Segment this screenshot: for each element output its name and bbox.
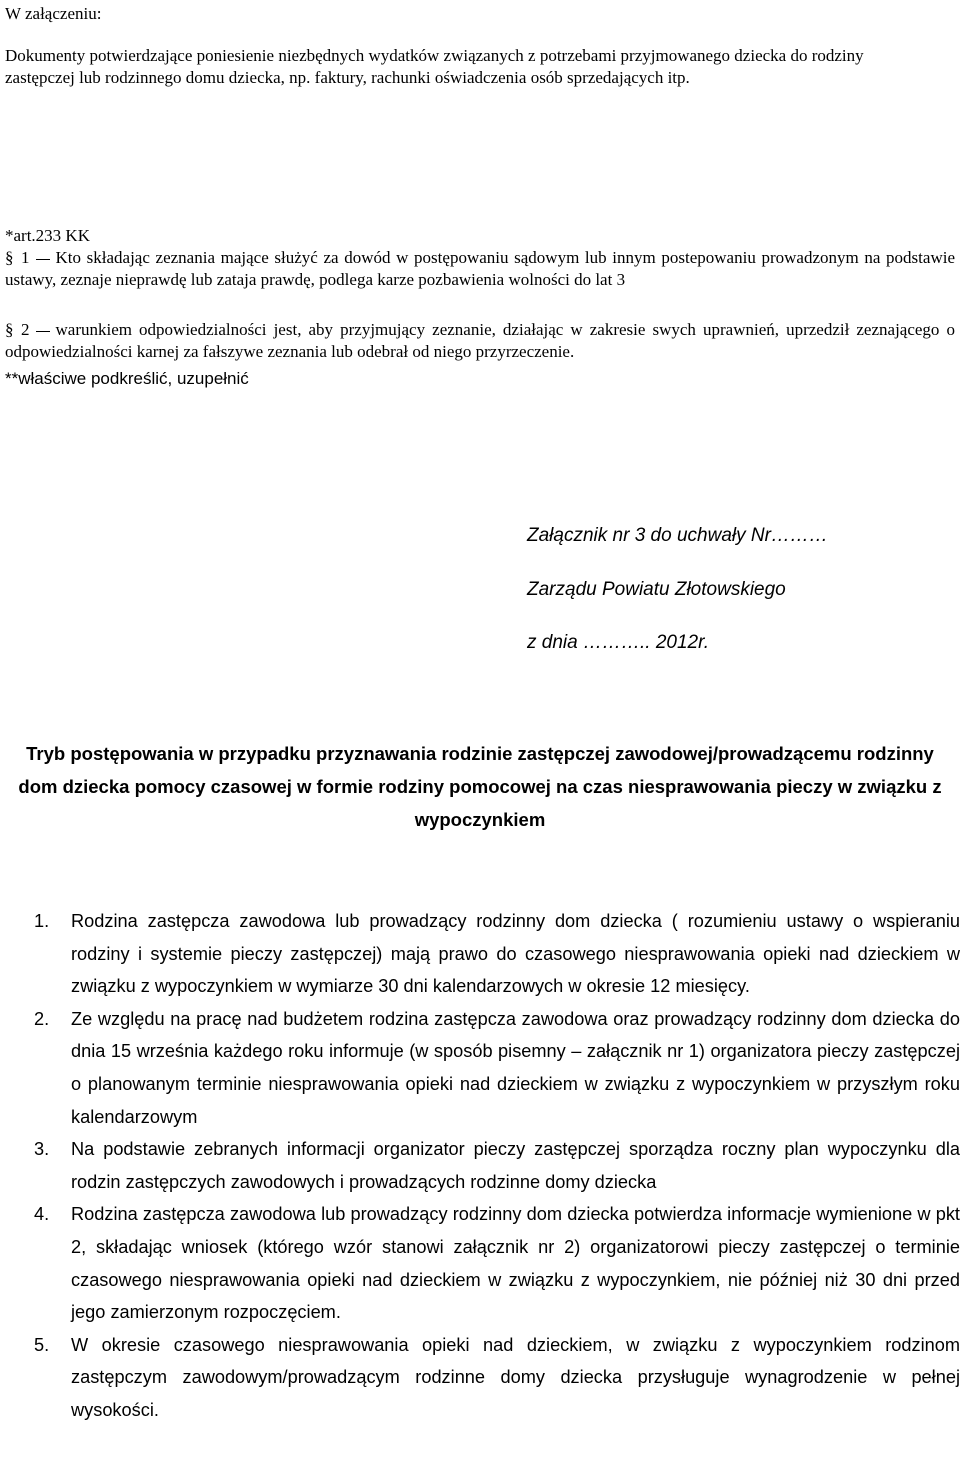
procedure-step <box>20 1329 960 1427</box>
paragraph-symbol-icon: § <box>5 320 14 339</box>
document-title: Tryb postępowania w przypadku przyznawania rodzinie zastępczej zawodowej/prowadzącemu rodzinny dom dziecka pomocy czasowej w formie rodziny pomocowej na czas niesprawowania pieczy w związku z wypoczynkiem <box>18 743 942 830</box>
attachment-text: Dokumenty potwierdzające poniesienie niezbędnych wydatków związanych z potrzebami przyjmowanego dziecka do rodziny zastępczej lub rodzinnego domu dziecka, np. faktury, rachunki oświadczenia osób sprzedających itp. <box>5 46 864 87</box>
step-number: 2. <box>34 1008 50 1029</box>
step-text: W okresie czasowego niesprawowania opieki nad dzieckiem, w związku z wypoczynkiem rodzinom zastępczym zawodowym/prowadzącym rodzinne domy dziecka przysługuje wynagrodzenie w pełnej wysokości. <box>71 1334 960 1420</box>
attachment-heading: W załączeniu: <box>5 4 102 23</box>
step-number: 4. <box>34 1204 50 1225</box>
footnote: **właściwe podkreślić, uzupełnić <box>5 369 249 388</box>
law-paragraph-1 <box>5 247 955 291</box>
step-text: Rodzina zastępcza zawodowa lub prowadzący rodzinny dom dziecka ( rozumieniu ustawy o wspieraniu rodziny i systemie pieczy zastępczej) mają prawo do czasowego niesprawowania opieki nad dzieckiem w związku z wypoczynkiem w wymiarze 30 dni kalendarzowych w okresie 12 miesięcy. <box>71 911 960 997</box>
dash-divider <box>36 259 50 260</box>
paragraph-number: 2 <box>21 320 30 339</box>
annex-date: z dnia ……….. 2012r. <box>527 632 709 653</box>
step-text: Na podstawie zebranych informacji organizator pieczy zastępczej sporządza roczny plan wypoczynku dla rodzin zastępczych zawodowych i prowadzących rodzinne domy dziecka <box>71 1139 960 1192</box>
paragraph-number: 1 <box>21 248 30 267</box>
procedure-step <box>20 1003 960 1133</box>
step-number: 1. <box>34 911 50 931</box>
law-paragraph-2 <box>5 319 955 363</box>
step-number: 5. <box>34 1334 50 1355</box>
annex-reference: Załącznik nr 3 do uchwały Nr……… <box>527 525 828 546</box>
step-text: Rodzina zastępcza zawodowa lub prowadzący rodzinny dom dziecka potwierdza informacje wymienione w pkt 2, składając wniosek (którego wzór stanowi załącznik nr 2) organizatorowi pieczy zastępczej o terminie czasowego niesprawowania opieki nad dzieckiem w związku z wypoczynkiem, nie później niż 30 dni przed jego zamierzonym rozpoczęciem. <box>71 1204 960 1323</box>
law-article-title: *art.233 KK <box>5 226 90 245</box>
step-text: Ze względu na pracę nad budżetem rodzina zastępcza zawodowa oraz prowadzący rodzinny dom dziecka do dnia 15 września każdego roku informuje (w sposób pisemny – załącznik nr 1) organizatora pieczy zastępczej o planowanym terminie niesprawowania opieki nad dzieckiem w związku z wypoczynkiem w przyszłym roku kalendarzowym <box>71 1008 960 1127</box>
dash-divider <box>36 331 50 332</box>
paragraph-text: warunkiem odpowiedzialności jest, aby przyjmujący zeznanie, działając w zakresie swych uprawnień, uprzedził zeznającego o odpowiedzialności karnej za fałszywe zeznania lub odebrał od niego przyrzeczenie. <box>5 320 955 361</box>
paragraph-text: Kto składając zeznania mające służyć za dowód w postępowaniu sądowym lub innym postepowaniu prowadzonym na podstawie ustawy, zeznaje nieprawdę lub zataja prawdę, podlega karze pozbawienia wolności do lat 3 <box>5 248 955 289</box>
procedure-step <box>20 1133 960 1198</box>
procedure-step <box>20 905 960 1003</box>
annex-issuer: Zarządu Powiatu Złotowskiego <box>527 579 786 600</box>
procedure-steps-list <box>20 905 960 1427</box>
step-number: 3. <box>34 1139 50 1160</box>
paragraph-symbol-icon: § <box>5 248 14 267</box>
procedure-step <box>20 1198 960 1328</box>
